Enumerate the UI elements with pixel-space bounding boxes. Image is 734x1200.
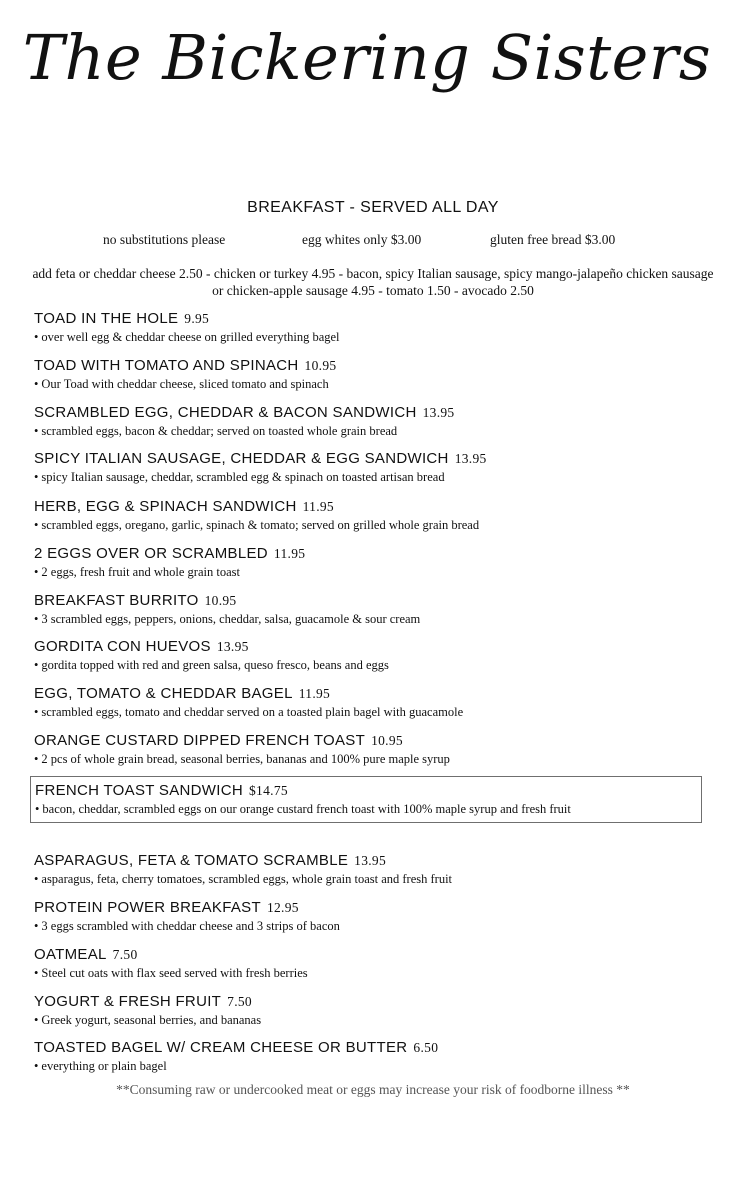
section-heading: BREAKFAST - SERVED ALL DAY [247, 199, 499, 216]
bullet-icon: • [34, 377, 39, 391]
item-price: 7.50 [112, 947, 138, 962]
menu-item [34, 637, 714, 674]
bullet-icon: • [34, 966, 39, 980]
item-price: 13.95 [216, 639, 249, 654]
item-description: Steel cut oats with flax seed served with fresh berries [41, 966, 308, 980]
menu-item [34, 449, 714, 486]
item-name: PROTEIN POWER BREAKFAST [34, 899, 261, 916]
item-name: FRENCH TOAST SANDWICH [35, 782, 243, 799]
bullet-icon: • [35, 802, 40, 816]
note-no-substitutions: no substitutions please [103, 232, 226, 247]
menu-item [34, 544, 714, 581]
item-name: BREAKFAST BURRITO [34, 592, 199, 609]
bullet-icon: • [34, 658, 39, 672]
item-description: scrambled eggs, bacon & cheddar; served on toasted whole grain bread [41, 424, 398, 438]
item-price: 7.50 [227, 994, 252, 1009]
menu-item [34, 356, 714, 393]
item-description: Greek yogurt, seasonal berries, and bananas [41, 1013, 262, 1027]
item-price: 10.95 [304, 358, 337, 373]
menu-item [34, 1038, 714, 1075]
item-price: 13.95 [454, 451, 487, 466]
item-name: YOGURT & FRESH FRUIT [34, 993, 222, 1010]
addons-note: add feta or cheddar cheese 2.50 - chicken or turkey 4.95 - bacon, spicy Italian sausage, spicy mango-jalapeño chicken sausage or chicken-apple sausage 4.95 - tomato 1.50 - avocado 2.50 [32, 266, 714, 298]
item-name: ORANGE CUSTARD DIPPED FRENCH TOAST [34, 732, 366, 749]
menu-item [34, 309, 714, 346]
featured-menu-item [30, 776, 702, 823]
menu-item [34, 992, 714, 1029]
item-description: 2 eggs, fresh fruit and whole grain toast [41, 565, 240, 579]
item-description: scrambled eggs, tomato and cheddar served on a toasted plain bagel with guacamole [41, 705, 464, 719]
item-price: 10.95 [204, 593, 237, 608]
item-name: 2 EGGS OVER OR SCRAMBLED [34, 545, 268, 562]
bullet-icon: • [34, 872, 39, 886]
bullet-icon: • [34, 919, 39, 933]
item-price: 9.95 [184, 311, 210, 326]
bullet-icon: • [34, 752, 39, 766]
item-description: 2 pcs of whole grain bread, seasonal berries, bananas and 100% pure maple syrup [41, 752, 450, 766]
bullet-icon: • [34, 424, 39, 438]
bullet-icon: • [34, 1013, 39, 1027]
item-description: everything or plain bagel [41, 1059, 167, 1073]
bullet-icon: • [34, 330, 39, 344]
item-description: bacon, cheddar, scrambled eggs on our orange custard french toast with 100% maple syrup and fresh fruit [42, 802, 571, 816]
item-price: 11.95 [273, 546, 306, 561]
note-gluten-free: gluten free bread $3.00 [490, 232, 616, 247]
item-price: $14.75 [249, 783, 288, 798]
item-name: TOASTED BAGEL W/ CREAM CHEESE OR BUTTER [34, 1039, 408, 1056]
item-description: over well egg & cheddar cheese on grilled everything bagel [41, 330, 340, 344]
item-price: 6.50 [413, 1040, 439, 1055]
item-name: TOAD IN THE HOLE [34, 310, 179, 327]
item-name: OATMEAL [34, 946, 107, 963]
item-price: 13.95 [354, 853, 387, 868]
item-price: 10.95 [371, 733, 403, 748]
bullet-icon: • [34, 1059, 39, 1073]
item-description: 3 scrambled eggs, peppers, onions, cheddar, salsa, guacamole & sour cream [41, 612, 421, 626]
item-description: asparagus, feta, cherry tomatoes, scrambled eggs, whole grain toast and fresh fruit [41, 872, 453, 886]
menu-item [34, 898, 714, 935]
menu-item [34, 497, 714, 534]
item-description: 3 eggs scrambled with cheddar cheese and 3 strips of bacon [41, 919, 340, 933]
item-name: ASPARAGUS, FETA & TOMATO SCRAMBLE [34, 852, 349, 869]
bullet-icon: • [34, 565, 39, 579]
item-name: HERB, EGG & SPINACH SANDWICH [34, 498, 297, 515]
item-name: GORDITA CON HUEVOS [34, 638, 211, 655]
item-description: gordita topped with red and green salsa, queso fresco, beans and eggs [41, 658, 389, 672]
bullet-icon: • [34, 470, 39, 484]
item-description: Our Toad with cheddar cheese, sliced tomato and spinach [41, 377, 329, 391]
item-name: TOAD WITH TOMATO AND SPINACH [34, 357, 299, 374]
item-price: 11.95 [302, 499, 334, 514]
bullet-icon: • [34, 518, 39, 532]
item-price: 11.95 [298, 686, 331, 701]
menu-item [34, 945, 714, 982]
food-safety-disclaimer: **Consuming raw or undercooked meat or eggs may increase your risk of foodborne illness ** [116, 1082, 630, 1097]
menu-item [34, 684, 714, 721]
item-name: EGG, TOMATO & CHEDDAR BAGEL [34, 685, 293, 702]
item-name: SCRAMBLED EGG, CHEDDAR & BACON SANDWICH [34, 404, 417, 421]
restaurant-title: The Bickering Sisters [22, 21, 712, 94]
item-price: 12.95 [266, 900, 299, 915]
menu-item [34, 731, 714, 768]
note-egg-whites: egg whites only $3.00 [302, 232, 422, 247]
menu-item [34, 591, 714, 628]
item-description: scrambled eggs, oregano, garlic, spinach & tomato; served on grilled whole grain bread [41, 518, 480, 532]
item-description: spicy Italian sausage, cheddar, scrambled egg & spinach on toasted artisan bread [41, 470, 445, 484]
menu-item [34, 403, 714, 440]
bullet-icon: • [34, 705, 39, 719]
item-price: 13.95 [422, 405, 455, 420]
menu-item [34, 851, 714, 888]
bullet-icon: • [34, 612, 39, 626]
item-name: SPICY ITALIAN SAUSAGE, CHEDDAR & EGG SANDWICH [34, 450, 449, 467]
